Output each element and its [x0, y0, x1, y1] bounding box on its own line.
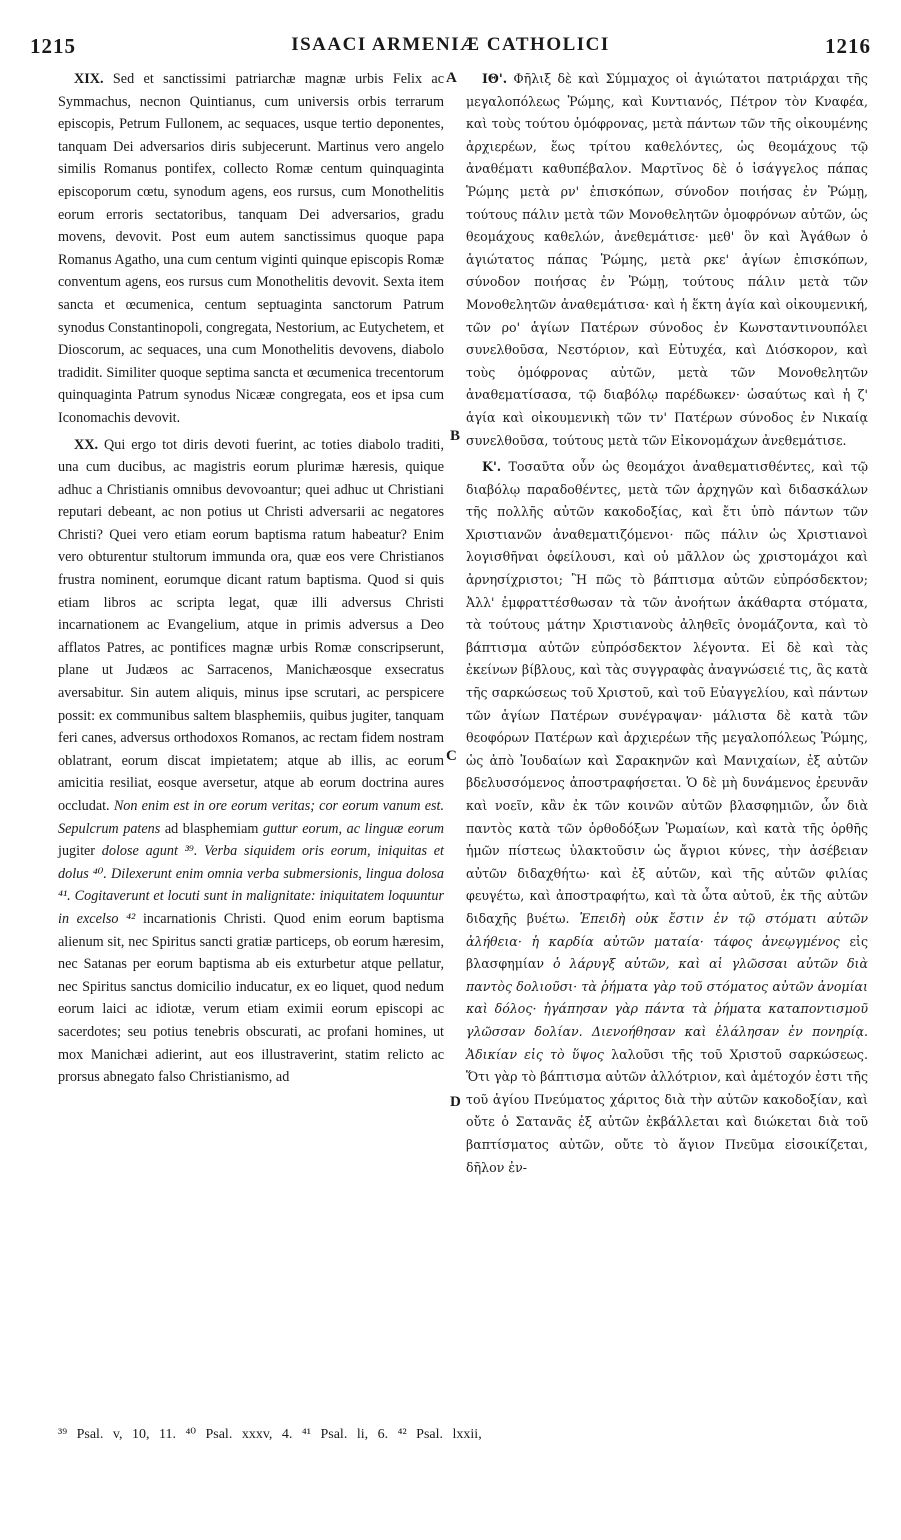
- section-number: XX.: [74, 436, 99, 453]
- scripture-quote: ὁ λάρυγξ αὐτῶν, καὶ αἱ γλῶσσαι αὐτῶν διὰ παντὸς δολιοῦσι· τὰ ῥήματα γὰρ τοῦ στόματος αὐτῶν ἀνομίαι καὶ δόλος· ἠγάπησαν γὰρ πάντα τὰ ῥήματα καταποντισμοῦ γλῶσσαν δολίαν. Διενοήθησαν καὶ ἐλάλησαν ἐν πονηρίᾳ. Ἀδικίαν εἰς τὸ ὕψος: [466, 956, 868, 1062]
- margin-marker-b: B: [450, 428, 461, 444]
- paragraph-text: εἰς βλασφημίαν: [466, 933, 868, 972]
- paragraph-text: Φῆλιξ δὲ καὶ Σύμμαχος οἱ ἁγιώτατοι πατριάρχαι τῆς μεγαλοπόλεως Ῥώμης, καὶ Κυντιανός, Πέτρον τὸν Κναφέα, καὶ τοὺς τούτου ὁμόφρονας, μετὰ πάντων τῶν τῆς οἰκουμένης ἀρχιερέων, ἕως τρίτου καθελόντες, ὡς θεομάχους τῷ ἀναθέματι καθυπέβαλον. Μαρτῖνος δὲ ὁ ἰσάγγελος πάπας Ῥώμης μετὰ ρν' ἐπισκόπων, σύνοδον ποιήσας ἐν Ῥώμῃ, τούτους πάλιν μετὰ τῶν Μονοθελητῶν ὁμοφρόνων αὐτῶν, ὡς θεομάχους καθελών, ἀνεθεμάτισε· μεθ' ὃν καὶ Ἀγάθων ὁ ἁγιώτατος πάπας Ῥώμης, μετὰ ρκε' ἁγίων ἐπισκόπων, σύνοδον ποιήσας ἐν Ῥώμῃ, τούτους πάλιν μετὰ τῶν Μονοθελητῶν ἀναθεμάτισα· καὶ ἡ ἕκτη ἁγία καὶ οἰκουμενική, τῶν ρο' ἁγίων Πατέρων σύνοδος ἐν Κωνσταντινουπόλει συνελθοῦσα, Νεστόριον, καὶ Εὐτυχέα, καὶ Διόσκορον, καὶ τοὺς ὁμόφρονας αὐτῶν, μετὰ τῶν Μονοθελητῶν ἀναθεματίσασα, τῷ διαβόλῳ παρέδωκεν· ὡσαύτως καὶ ἡ ζ' ἁγία καὶ οἰκουμενικὴ τῶν τν' Πατέρων σύνοδος ἐν Νικαίᾳ συνελθοῦσα, τούτους μετὰ τῶν Εἰκονομάχων ἀνεθεμάτισε.: [466, 71, 868, 448]
- running-title: ISAACI ARMENIÆ CATHOLICI: [291, 34, 610, 55]
- margin-marker-c: C: [446, 748, 457, 764]
- page-number-right: 1216: [825, 34, 871, 58]
- greek-paragraph-19: [466, 68, 868, 452]
- page-number-left: 1215: [30, 34, 76, 58]
- paragraph-text: Sed et sanctissimi patriarchæ magnæ urbis Felix ac Symmachus, necnon Quintianus, cum universis orbis terrarum episcopis, Petrum Fullonem, ac sequaces, usque tertio deponentes, tanquam Dei adversarios diris subjecerunt. Martinus vero angelo similis Romanus pontifex, collecto Romæ centum quinquaginta episcoporum cœtu, synodum agens, eos rursus, cum Monothelitis eorum erroris sectatoribus, tanquam Dei adversarios, gradu movens, devovit. Post eum autem sanctissimus quoque papa Romanus Agatho, una cum centum viginti quinque episcopis Romæ conventum agens, eos rursus cum Monothelitis devovit. Sexta item sancta et œcumenica, centum septuaginta sanctorum Patrum synodus Constantinopoli, congregata, Nestorium, ac Eutychetem, et Dioscorum, ac sequaces, una cum Monothelitis devovens, diabolo tradidit. Similiter quoque septima sancta et œcumenica trecentorum quinquaginta Patrum synodus Nicææ congregata, eos et ipsa cum Iconomachis devovit.: [58, 71, 444, 426]
- latin-paragraph-19: [58, 68, 444, 430]
- scripture-quote: dolose agunt ³⁹. Verba siquidem oris eorum, iniquitas et dolus ⁴⁰. Dilexerunt enim omnia verba submersionis, lingua dolosa ⁴¹. Cogitaverunt et locuti sunt in malignitate: iniquitatem loquuntur in excelso ⁴²: [58, 843, 444, 927]
- margin-marker-d: D: [450, 1094, 461, 1110]
- scripture-quote: Non enim est in ore eorum veritas; cor eorum vanum est. Sepulcrum patens: [58, 798, 445, 837]
- footnotes: ³⁹ Psal. v, 10, 11. ⁴⁰ Psal. xxxv, 4. ⁴¹ Psal. li, 6. ⁴² Psal. lxxii,: [58, 1427, 482, 1442]
- scripture-quote: Ἐπειδὴ οὐκ ἔστιν ἐν τῷ στόματι αὐτῶν ἀλήθεια· ἡ καρδία αὐτῶν ματαία· τάφος ἀνεῳγμένος: [466, 910, 868, 949]
- paragraph-text: incarnationis Christi. Quod enim eorum baptisma alienum sit, nec Spiritus sancti gratiæ particeps, ob eorum hæresim, nec Satanas per eorum baptisma ab eis exturbetur atque pellatur, nec Spiritus sanctus domicilio inducatur, ex eo liquet, quod nedum eorum laici ac idiotæ, verum etiam eximii eorum episcopi ac sacerdotes; seu potius tenebris obscurati, ac profani homines, ut mox Manichæi adierint, aut eos illustraverint, statim relicto ac prorsus abnegato falso Christianismo, ad: [58, 910, 445, 1086]
- paragraph-text: jugiter: [58, 843, 96, 860]
- latin-column: [58, 68, 444, 1089]
- page-header: [30, 34, 871, 64]
- latin-paragraph-20: [58, 434, 444, 1089]
- section-number: Κ'.: [482, 459, 502, 475]
- section-number: ΙΘ'.: [482, 71, 508, 86]
- paragraph-text: ad blasphemiam: [164, 820, 259, 837]
- margin-marker-a: A: [446, 70, 457, 86]
- paragraph-text: λαλοῦσι τῆς τοῦ Χριστοῦ σαρκώσεως. Ὅτι γὰρ τὸ βάπτισμα αὐτῶν ἀλλότριον, καὶ ἀμέτοχόν ἐστι τῆς τοῦ ἁγίου Πνεύματος χάριτος διὰ τὴν αὐτῶν κακοδοξίαν, καὶ οὔτε ὁ Σατανᾶς ἐξ αὐτῶν ἐκβάλλεται καὶ διώκεται διὰ τοῦ βαπτίσματος αὐτῶν, οὔτε τὸ ἅγιον Πνεῦμα εἰσοικίζεται, δῆλον ἐν-: [466, 1046, 868, 1175]
- scripture-quote: guttur eorum, ac linguæ eorum: [263, 820, 444, 837]
- paragraph-text: Τοσαῦτα οὖν ὡς θεομάχοι ἀναθεματισθέντες, καὶ τῷ διαβόλῳ παραδοθέντες, μετὰ τῶν ἀρχηγῶν καὶ διδασκάλων τῆς πολλῆς αὐτῶν κακοδοξίας, καὶ ἔτι ὑπὸ πάντων τῶν Χριστιανῶν ἀναθεματιζόμενοι· πῶς πάλιν ὡς Χριστιανοὶ λογισθῆναι ὀφείλουσι, καὶ οὐ μᾶλλον ὡς χριστομάχοι καὶ ἀρνησίχριστοι; Ἢ πῶς τὸ βάπτισμα αὐτῶν εὐπρόσδεκτον; Ἀλλ' ἐμφραττέσθωσαν τὰ τῶν ἀνοήτων ἀκάθαρτα στόματα, τὰ τούτους μάτην Χριστιανοὺς ἀληθεῖς ὀνομάζοντα, καὶ τὸ βάπτισμα αὐτῶν εὐπρόσδεκτον λέγοντα. Εἰ δὲ καὶ τὰς ἐκείνων βίβλους, καὶ τὰς συγγραφὰς ἀναγνώσειέ τις, ἃς κατὰ τῆς σαρκώσεως τοῦ Χριστοῦ, καὶ τοῦ Εὐαγγελίου, καὶ πάντων τῶν ἁγίων Πατέρων συνέγραψαν· μάλιστα δὲ κατὰ τῶν θεοφόρων Πατέρων καὶ ἀρχιερέων τῆς μεγαλοπόλεως Ῥώμης, ὡς ἀπὸ Ἰουδαίων καὶ Σαρακηνῶν καὶ Μανιχαίων, ἐξ αὐτῶν βδελυσσόμενος ἀποστραφήσεται. Ὁ δὲ μὴ δυνάμενος ἐρευνᾶν καὶ νοεῖν, κἂν ἐκ τῶν κοινῶν αὐτῶν βλασφημιῶν, ὧν διὰ παντὸς κατὰ τῶν ὀρθοδόξων Ῥωμαίων, καὶ κατὰ τῆς ὀρθῆς ἡμῶν πίστεως ὑλακτοῦσιν ὡς ἄγριοι κύνες, τὴν ἀσέβειαν αὐτῶν διδαχθήτω· καὶ ἐξ αὐτῶν, καὶ τῆς αὐτῶν φιλίας φευγέτω, καὶ ἀποστραφήτω, καὶ τὰ ὦτα αὐτοῦ, ἐκ τῆς αὐτῶν διδαχῆς βυέτω.: [466, 459, 868, 926]
- section-number: XIX.: [74, 71, 104, 87]
- greek-paragraph-20: [466, 456, 868, 1179]
- greek-column: [466, 68, 868, 1179]
- paragraph-text: Qui ergo tot diris devoti fuerint, ac toties diabolo traditi, una cum ducibus, ac magistris eorum plurimæ hæresis, quique adhuc a Christianis omnibus devovoantur; quei adhuc ut Christiani reputari debeant, ac non potius ut Christi adversarii ac negatores Christi? Quei vero etiam eorum baptisma ratum habeatur? Enim vero obturentur stultorum immunda ora, quæ eos vere Christianos frustra nominent, eorumque dicant ratum baptisma. Quod si quis etiam libros ac scripta legat, quæ illi adversus Christi incarnationem ac Evangelium, atque in primis adversus a Deo afflatos Patres, ac pontifices magnæ urbis Romæ conscripserunt, plane ut Judæos ac Sarracenos, Manichæosque exsecratus aversabitur. Sin autem aliquis, minus ipse scrutari, ac perspicere possit: ex communibus saltem blasphemiis, quibus jugiter, tanquam feri canes, adversus orthodoxos Romanos, ac rectam fidem nostram oblatrant, eorum discat impietatem; atque ab illis, ac eorum amicitia resiliat, eosque aversetur, atque ab eorum doctrina aures occludat.: [58, 436, 444, 814]
